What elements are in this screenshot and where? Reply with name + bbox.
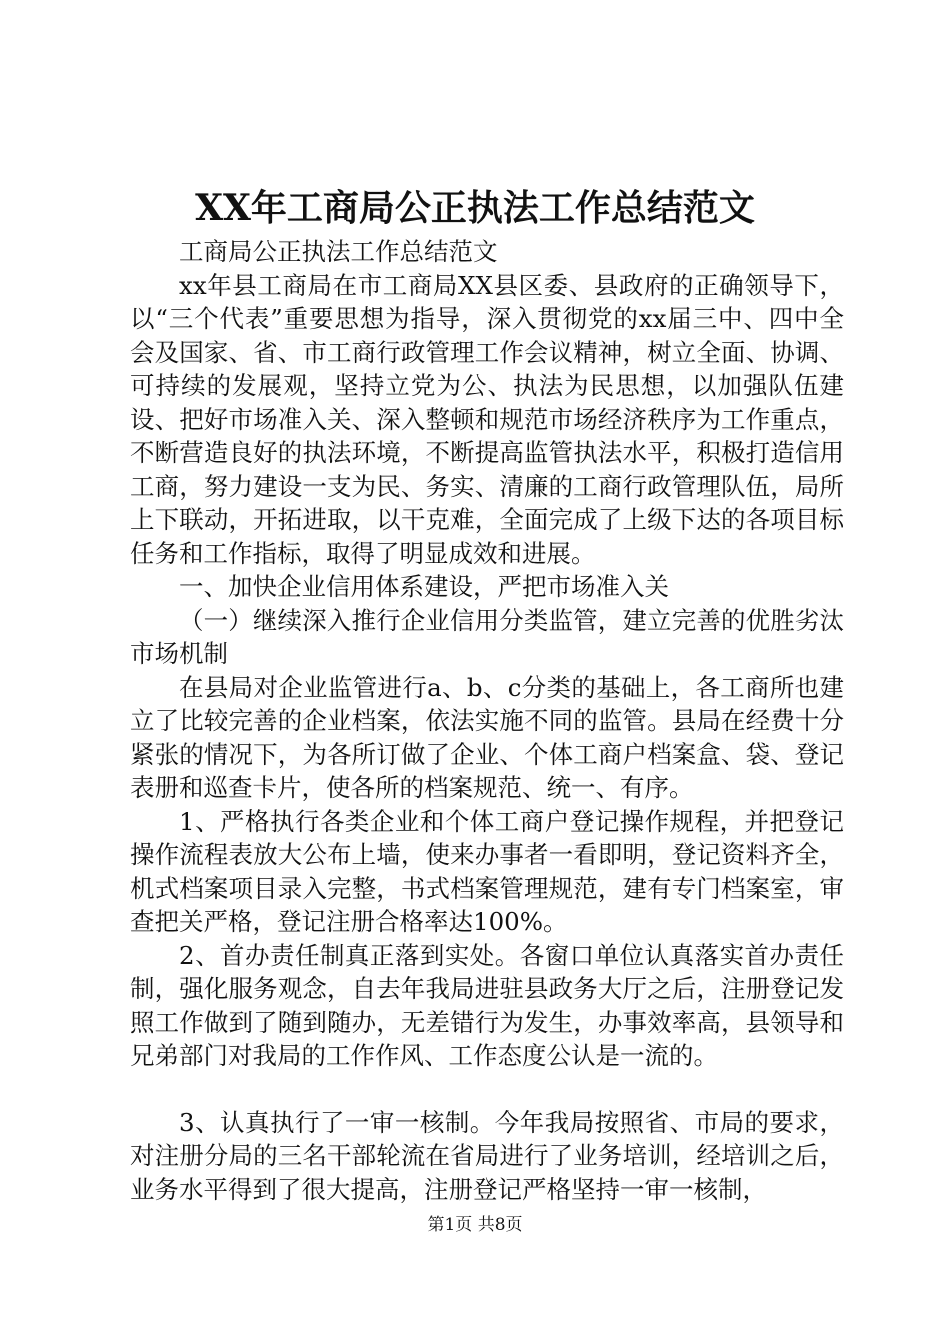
page-footer: 第1页 共8页 [427,1215,523,1235]
paragraph-item-1: 1、严格执行各类企业和个体工商户登记操作规程，并把登记操作流程表放大公布上墙，使来办事者一看即明，登记资料齐全，机式档案项目录入完整，书式档案管理规范，建有专门档案室，审查把关严格，登记注册合格率达100%。 [130,806,844,936]
paragraph-classification: 在县局对企业监管进行a、b、c分类的基础上，各工商所也建立了比较完善的企业档案，依法实施不同的监管。县局在经费十分紧张的情况下，为各所订做了企业、个体工商户档案盒、袋、登记表册和巡查卡片，使各所的档案规范、统一、有序。 [130,672,844,802]
document-body [130,235,844,1206]
document-title: XX年工商局公正执法工作总结范文 [195,187,755,229]
paragraph-subtitle: 工商局公正执法工作总结范文 [179,237,498,266]
paragraph-item-3: 3、认真执行了一审一核制。今年我局按照省、市局的要求，对注册分局的三名干部轮流在省局进行了业务培训，经培训之后，业务水平得到了很大提高，注册登记严格坚持一审一核制， [130,1107,844,1204]
section-heading-1: 一、加快企业信用体系建设，严把市场准入关 [179,572,669,601]
subsection-heading-1: （一）继续深入推行企业信用分类监管，建立完善的优胜劣汰市场机制 [130,605,844,668]
paragraph-item-2: 2、首办责任制真正落到实处。各窗口单位认真落实首办责任制，强化服务观念，自去年我局进驻县政务大厅之后，注册登记发照工作做到了随到随办，无差错行为发生，办事效率高，县领导和兄弟部门对我局的工作作风、工作态度公认是一流的。 [130,940,844,1070]
paragraph-intro: xx年县工商局在市工商局XX县区委、县政府的正确领导下，以“三个代表”重要思想为指导，深入贯彻党的xx届三中、四中全会及国家、省、市工商行政管理工作会议精神，树立全面、协调、可持续的发展观，坚持立党为公、执法为民思想，以加强队伍建设、把好市场准入关、深入整顿和规范市场经济秩序为工作重点，不断营造良好的执法环境，不断提高监管执法水平，积极打造信用工商，努力建设一支为民、务实、清廉的工商行政管理队伍，局所上下联动，开拓进取，以干克难，全面完成了上级下达的各项目标任务和工作指标，取得了明显成效和进展。 [130,270,844,568]
